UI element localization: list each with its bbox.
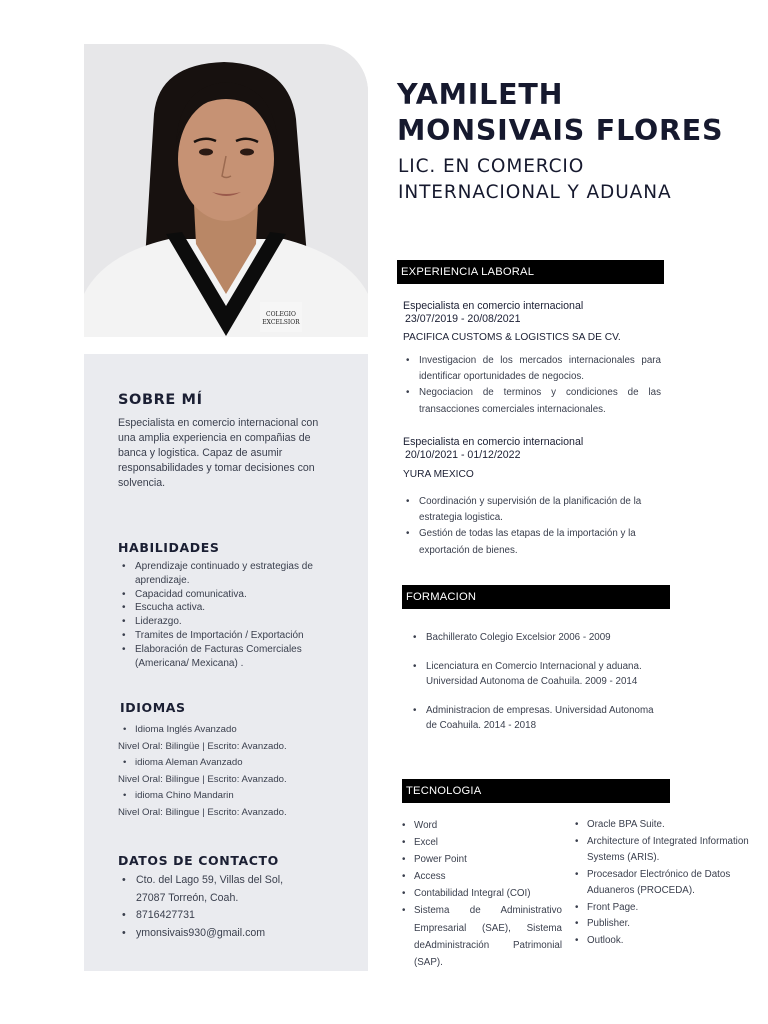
contact-list — [118, 872, 348, 942]
language-name: • idioma Chino Mandarin — [118, 788, 358, 804]
skill-item: • Capacidad comunicativa. — [118, 588, 348, 602]
job-dates: 23/07/2019 - 20/08/2021 — [405, 313, 521, 325]
education-item: • Administracion de empresas. Universidad Autonoma de Coahuila. 2014 - 2018 — [409, 703, 659, 734]
languages-heading: IDIOMAS — [120, 700, 186, 715]
language-level: Nivel Oral: Bilingue | Escrito: Avanzado. — [118, 774, 287, 785]
education-item: • Licenciatura en Comercio Internacional y aduana. Universidad Autonoma de Coahuila. 2009 - 2014 — [409, 659, 659, 690]
technology-heading: TECNOLOGIA — [402, 779, 670, 803]
duty-item: • Negociacion de terminos y condiciones de las transacciones comerciales internacionales. — [403, 385, 661, 417]
education-list — [409, 630, 659, 747]
tech-item: • Architecture of Integrated Information Systems (ARIS). — [573, 834, 753, 867]
job-title — [398, 154, 758, 206]
education-item: • Bachillerato Colegio Excelsior 2006 - 2009 — [409, 630, 659, 646]
left-sidebar — [84, 354, 368, 971]
job-company: PACIFICA CUSTOMS & LOGISTICS SA DE CV. — [403, 332, 621, 343]
tech-item: • Procesador Electrónico de Datos Aduaneros (PROCEDA). — [573, 867, 753, 900]
name-line-1: YAMILETH — [397, 78, 564, 111]
languages-list — [118, 722, 358, 821]
language-level: Nivel Oral: Bilingüe | Escrito: Avanzado. — [118, 741, 287, 752]
duty-item: • Gestión de todas las etapas de la importación y la exportación de bienes. — [403, 526, 661, 558]
contact-email[interactable]: • ymonsivais930@gmail.com — [118, 925, 348, 943]
address-line-1: Cto. del Lago 59, Villas del Sol, — [136, 874, 284, 886]
title-line-2: INTERNACIONAL Y ADUANA — [398, 182, 672, 203]
title-line-1: LIC. EN COMERCIO — [398, 156, 585, 177]
language-level: Nivel Oral: Bilingue | Escrito: Avanzado. — [118, 807, 287, 818]
contact-heading: DATOS DE CONTACTO — [118, 853, 279, 868]
name-line-2: MONSIVAIS FLORES — [397, 114, 724, 147]
tech-item: • Access — [400, 868, 562, 885]
profile-photo — [84, 44, 368, 337]
tech-item: • Outlook. — [573, 933, 753, 950]
skill-item: • Tramites de Importación / Exportación — [118, 629, 348, 643]
about-text: Especialista en comercio internacional con una amplia experiencia en compañias de banca y logistica. Capaz de asumir responsabilidades y tomar decisiones con solvencia. — [118, 417, 319, 489]
tech-item: • Publisher. — [573, 916, 753, 933]
technology-list-2 — [573, 817, 753, 949]
tech-item: • Oracle BPA Suite. — [573, 817, 753, 834]
job-duties — [403, 353, 661, 418]
shirt-emblem-text-2: EXCELSIOR — [262, 319, 300, 326]
job-company: YURA MEXICO — [403, 469, 474, 480]
address-line-2: 27087 Torreón, Coah. — [136, 891, 239, 904]
contact-phone: • 8716427731 — [118, 907, 348, 925]
duty-item: • Investigacion de los mercados internacionales para identificar oportunidades de negocios. — [403, 353, 661, 385]
skills-heading: HABILIDADES — [118, 540, 220, 555]
skill-item: • Aprendizaje continuado y estrategias de aprendizaje. — [118, 560, 348, 588]
job-role: Especialista en comercio internacional — [403, 436, 584, 448]
technology-list-1 — [400, 817, 562, 971]
education-heading: FORMACION — [402, 585, 670, 609]
job-duties — [403, 494, 661, 559]
duty-item: • Coordinación y supervisión de la planificación de la estrategia logistica. — [403, 494, 661, 526]
contact-address — [118, 872, 348, 907]
tech-item: • Power Point — [400, 851, 562, 868]
shirt-emblem-text-1: COLEGIO — [266, 311, 296, 318]
tech-item: • Sistema de Administrativo Empresarial (SAE), Sistema deAdministración Patrimonial (SAP). — [400, 902, 562, 970]
skills-list — [118, 560, 348, 670]
full-name — [397, 77, 757, 149]
experience-heading: EXPERIENCIA LABORAL — [397, 260, 664, 284]
skill-item: • Liderazgo. — [118, 615, 348, 629]
job-dates: 20/10/2021 - 01/12/2022 — [405, 449, 521, 461]
tech-item: • Excel — [400, 834, 562, 851]
about-heading: SOBRE MÍ — [118, 392, 203, 408]
tech-item: • Word — [400, 817, 562, 834]
skill-item: • Elaboración de Facturas Comerciales (Americana/ Mexicana) . — [118, 643, 348, 671]
skill-item: • Escucha activa. — [118, 601, 348, 615]
language-name: • Idioma Inglés Avanzado — [118, 722, 358, 738]
job-role: Especialista en comercio internacional — [403, 300, 584, 312]
tech-item: • Front Page. — [573, 900, 753, 917]
tech-item: • Contabilidad Integral (COI) — [400, 885, 562, 902]
language-name: • idioma Aleman Avanzado — [118, 755, 358, 771]
